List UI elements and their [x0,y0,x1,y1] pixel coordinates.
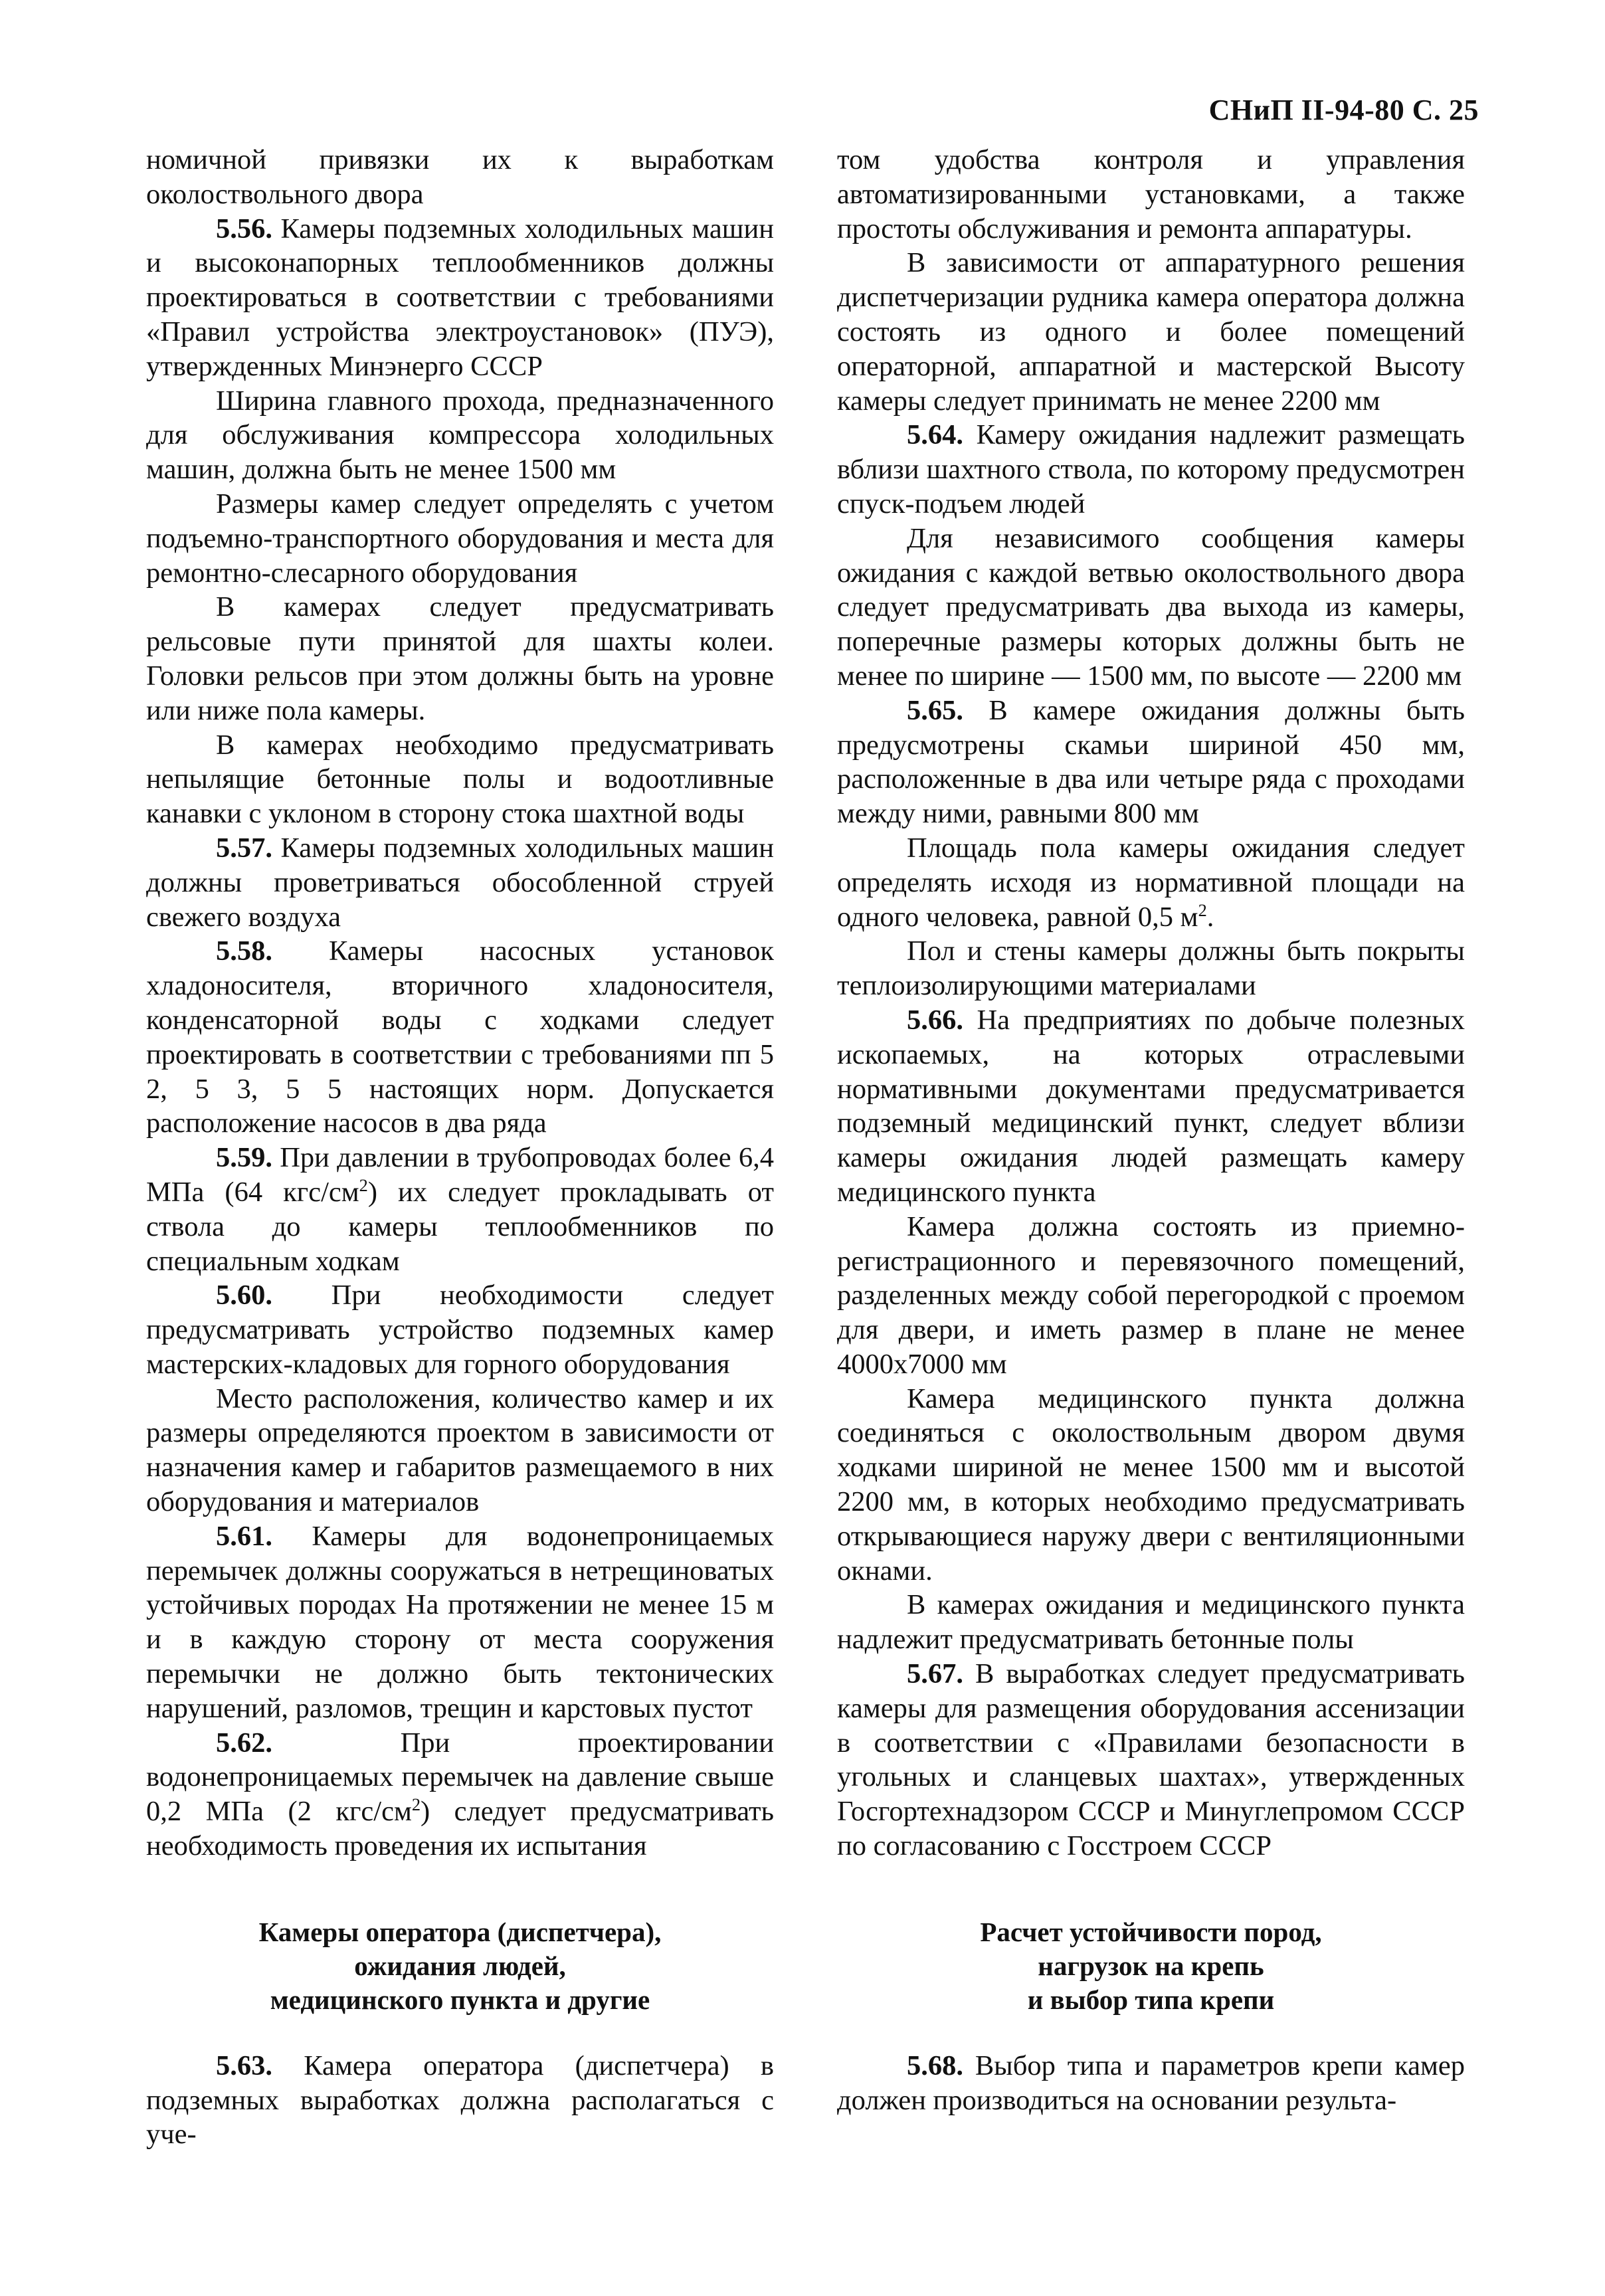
paragraph [837,934,1465,1003]
continuation-text: номичной привязки их к выработкам околоствольного двора [146,144,774,210]
clause-number: 5.57. [216,832,272,864]
heading-line: Камеры оператора (диспетчера), [258,1916,662,1947]
heading-line: медицинского пункта и другие [270,1984,650,2015]
superscript: 2 [411,1795,421,1815]
paragraph-text: Размеры камер следует определять с учетом подъемно-транспортного оборудования и места для ремонтно-слесарного оборудования [146,488,774,589]
continuation-text: том удобства контроля и управления автоматизированными установками, а также простоты обслуживания и ремонта аппаратуры. [837,144,1465,244]
clause-number: 5.68. [907,2050,963,2081]
heading-line: и выбор типа крепи [1027,1984,1275,2015]
clause-number: 5.63. [216,2050,272,2081]
paragraph-text: Для независимого сообщения камеры ожидания с каждой ветвью околоствольного двора следует предусматривать два выхода из камеры, поперечные размеры которых должны быть не менее по ширине — 1500 мм, по высоте — 2200 мм [837,522,1465,692]
paragraph-5-64 [837,418,1465,521]
left-column [146,143,774,2152]
paragraph [837,831,1465,934]
heading-line: Расчет устойчивости пород, [980,1916,1322,1947]
section-heading [837,1915,1465,2017]
paragraph-5-61 [146,1519,774,1726]
paragraph-5-63 [146,2049,774,2152]
superscript: 2 [359,1175,368,1195]
paragraph-text: Ширина главного прохода, предназначенного для обслуживания компрессора холодильных машин, должна быть не менее 1500 мм [146,385,774,486]
paragraph-text: Камера должна состоять из приемно-регистрационного и перевязочного помещений, разделенных между собой перегородкой с проемом для двери, и иметь размер в плане не менее 4000x7000 мм [837,1210,1465,1380]
paragraph-text: В выработках следует предусматривать камеры для размещения оборудования ассенизации в соответствии с «Правилами безопасности в угольных и сланцевых шахтах», утвержденных Госгортехнадзором СССР и Минуглепромом СССР по согласованию с Госстроем СССР [837,1658,1465,1862]
clause-number: 5.66. [907,1004,963,1036]
paragraph-text: Камера медицинского пункта должна соединяться с околоствольным двором двумя ходками шириной не менее 1500 мм и высотой 2200 мм, в которых необходимо предусматривать открывающиеся наружу двери с вентиляционными окнами. [837,1383,1465,1586]
heading-line: ожидания людей, [354,1950,566,1981]
paragraph-text: ) следует предусматривать необходимость проведения их испытания [146,1796,774,1862]
paragraph-text: Камеры насосных установок хладоносителя, вторичного хладоносителя, конденсаторной воды с ходками следует проектировать в соответствии с требованиями пп 5 2, 5 3, 5 5 настоящих норм. Допускается расположение насосов в два ряда [146,935,774,1139]
running-head: СНиП II-94-80 С. 25 [1208,94,1479,126]
paragraph [837,1382,1465,1588]
paragraph-text: В зависимости от аппаратурного решения диспетчеризации рудника камера оператора должна состоять из одного и более помещений операторной, аппаратной и мастерской Высоту камеры следует принимать не менее 2200 мм [837,247,1465,417]
clause-number: 5.56. [216,213,272,244]
clause-number: 5.61. [216,1520,272,1552]
paragraph-text: ) их следует прокладывать от ствола до камеры теплообменников по специальным ходкам [146,1176,775,1277]
paragraph-5-57 [146,831,774,934]
paragraph-text: Камеру ожидания надлежит размещать вблизи шахтного ствола, по которому предусмотрен спуск-подъем людей [837,419,1465,520]
paragraph-text: Место расположения, количество камер и их размеры определяются проектом в зависимости от назначения камер и габаритов размещаемого в них оборудования и материалов [146,1383,774,1518]
paragraph-text: Камеры подземных холодильных машин должны проветриваться обособленной струей свежего воздуха [146,832,774,933]
clause-number: 5.65. [907,694,963,726]
paragraph-text: При необходимости следует предусматривать устройство подземных камер мастерских-кладовых для горного оборудования [146,1280,774,1380]
paragraph-text: В камерах следует предусматривать рельсовые пути принятой для шахты колеи. Головки рельсов при этом должны быть на уровне или ниже пола камеры. [146,591,774,726]
paragraph-text: При проектировании водонепроницаемых перемычек на давление свыше 0,2 МПа (2 кгс/см [146,1727,774,1828]
paragraph [837,1210,1465,1382]
paragraph-text: При давлении в трубопроводах более 6,4 МПа (64 кгс/см [146,1142,774,1208]
paragraph-text: В камерах необходимо предусматривать непылящие бетонные полы и водоотливные канавки с уклоном в сторону стока шахтной воды [146,729,774,830]
paragraph [837,246,1465,418]
paragraph-5-68 [837,2049,1465,2118]
paragraph [146,1382,774,1519]
paragraph [837,1588,1465,1657]
clause-number: 5.58. [216,935,272,967]
heading-line: нагрузок на крепь [1038,1950,1264,1981]
paragraph [146,728,774,831]
right-column [837,143,1465,2117]
paragraph-5-56 [146,212,774,384]
paragraph-text: . [1206,901,1214,933]
paragraph-text: Камера оператора (диспетчера) в подземных выработках должна располагаться с уче- [146,2050,774,2151]
paragraph-text: В камерах ожидания и медицинского пункта надлежит предусматривать бетонные полы [837,1589,1465,1656]
section-heading [146,1915,774,2017]
clause-number: 5.60. [216,1280,272,1311]
paragraph-text: Выбор типа и параметров крепи камер должен производиться на основании результа- [837,2050,1465,2116]
clause-number: 5.62. [216,1727,272,1759]
paragraph-text: Камеры подземных холодильных машин и высоконапорных теплообменников должны проектироваться в соответствии с требованиями «Правил устройства электроустановок» (ПУЭ), утвержденных Минэнерго СССР [146,213,774,382]
paragraph-5-66 [837,1003,1465,1210]
paragraph-5-65 [837,694,1465,831]
clause-number: 5.59. [216,1142,272,1174]
paragraph [837,522,1465,694]
paragraph [146,590,774,727]
paragraph-5-60 [146,1278,774,1381]
paragraph-text: В камере ожидания должны быть предусмотрены скамьи шириной 450 мм, расположенные в два или четыре ряда с проходами между ними, равными 800 мм [837,694,1465,830]
paragraph-5-62 [146,1726,774,1864]
superscript: 2 [1198,900,1207,920]
paragraph-text: Площадь пола камеры ожидания следует определять исходя из нормативной площади на одного человека, равной 0,5 м [837,832,1465,933]
clause-number: 5.67. [907,1658,963,1690]
paragraph-5-58 [146,934,774,1141]
paragraph-text: Пол и стены камеры должны быть покрыты теплоизолирующими материалами [837,935,1465,1002]
paragraph [146,384,774,487]
paragraph-text: Камеры для водонепроницаемых перемычек должны сооружаться в нетрещиноватых устойчивых породах На протяжении не менее 15 м и в каждую сторону от места сооружения перемычки не должно быть тектонических нарушений, разломов, трещин и карстовых пустот [146,1520,774,1724]
paragraph-5-67 [837,1657,1465,1864]
paragraph-text: На предприятиях по добыче полезных ископаемых, на которых отраслевыми нормативными документами предусматривается подземный медицинский пункт, следует вблизи камеры ожидания людей размещать камеру медицинского пункта [837,1004,1465,1208]
clause-number: 5.64. [907,419,963,451]
paragraph-5-59 [146,1141,774,1278]
paragraph [146,487,774,590]
